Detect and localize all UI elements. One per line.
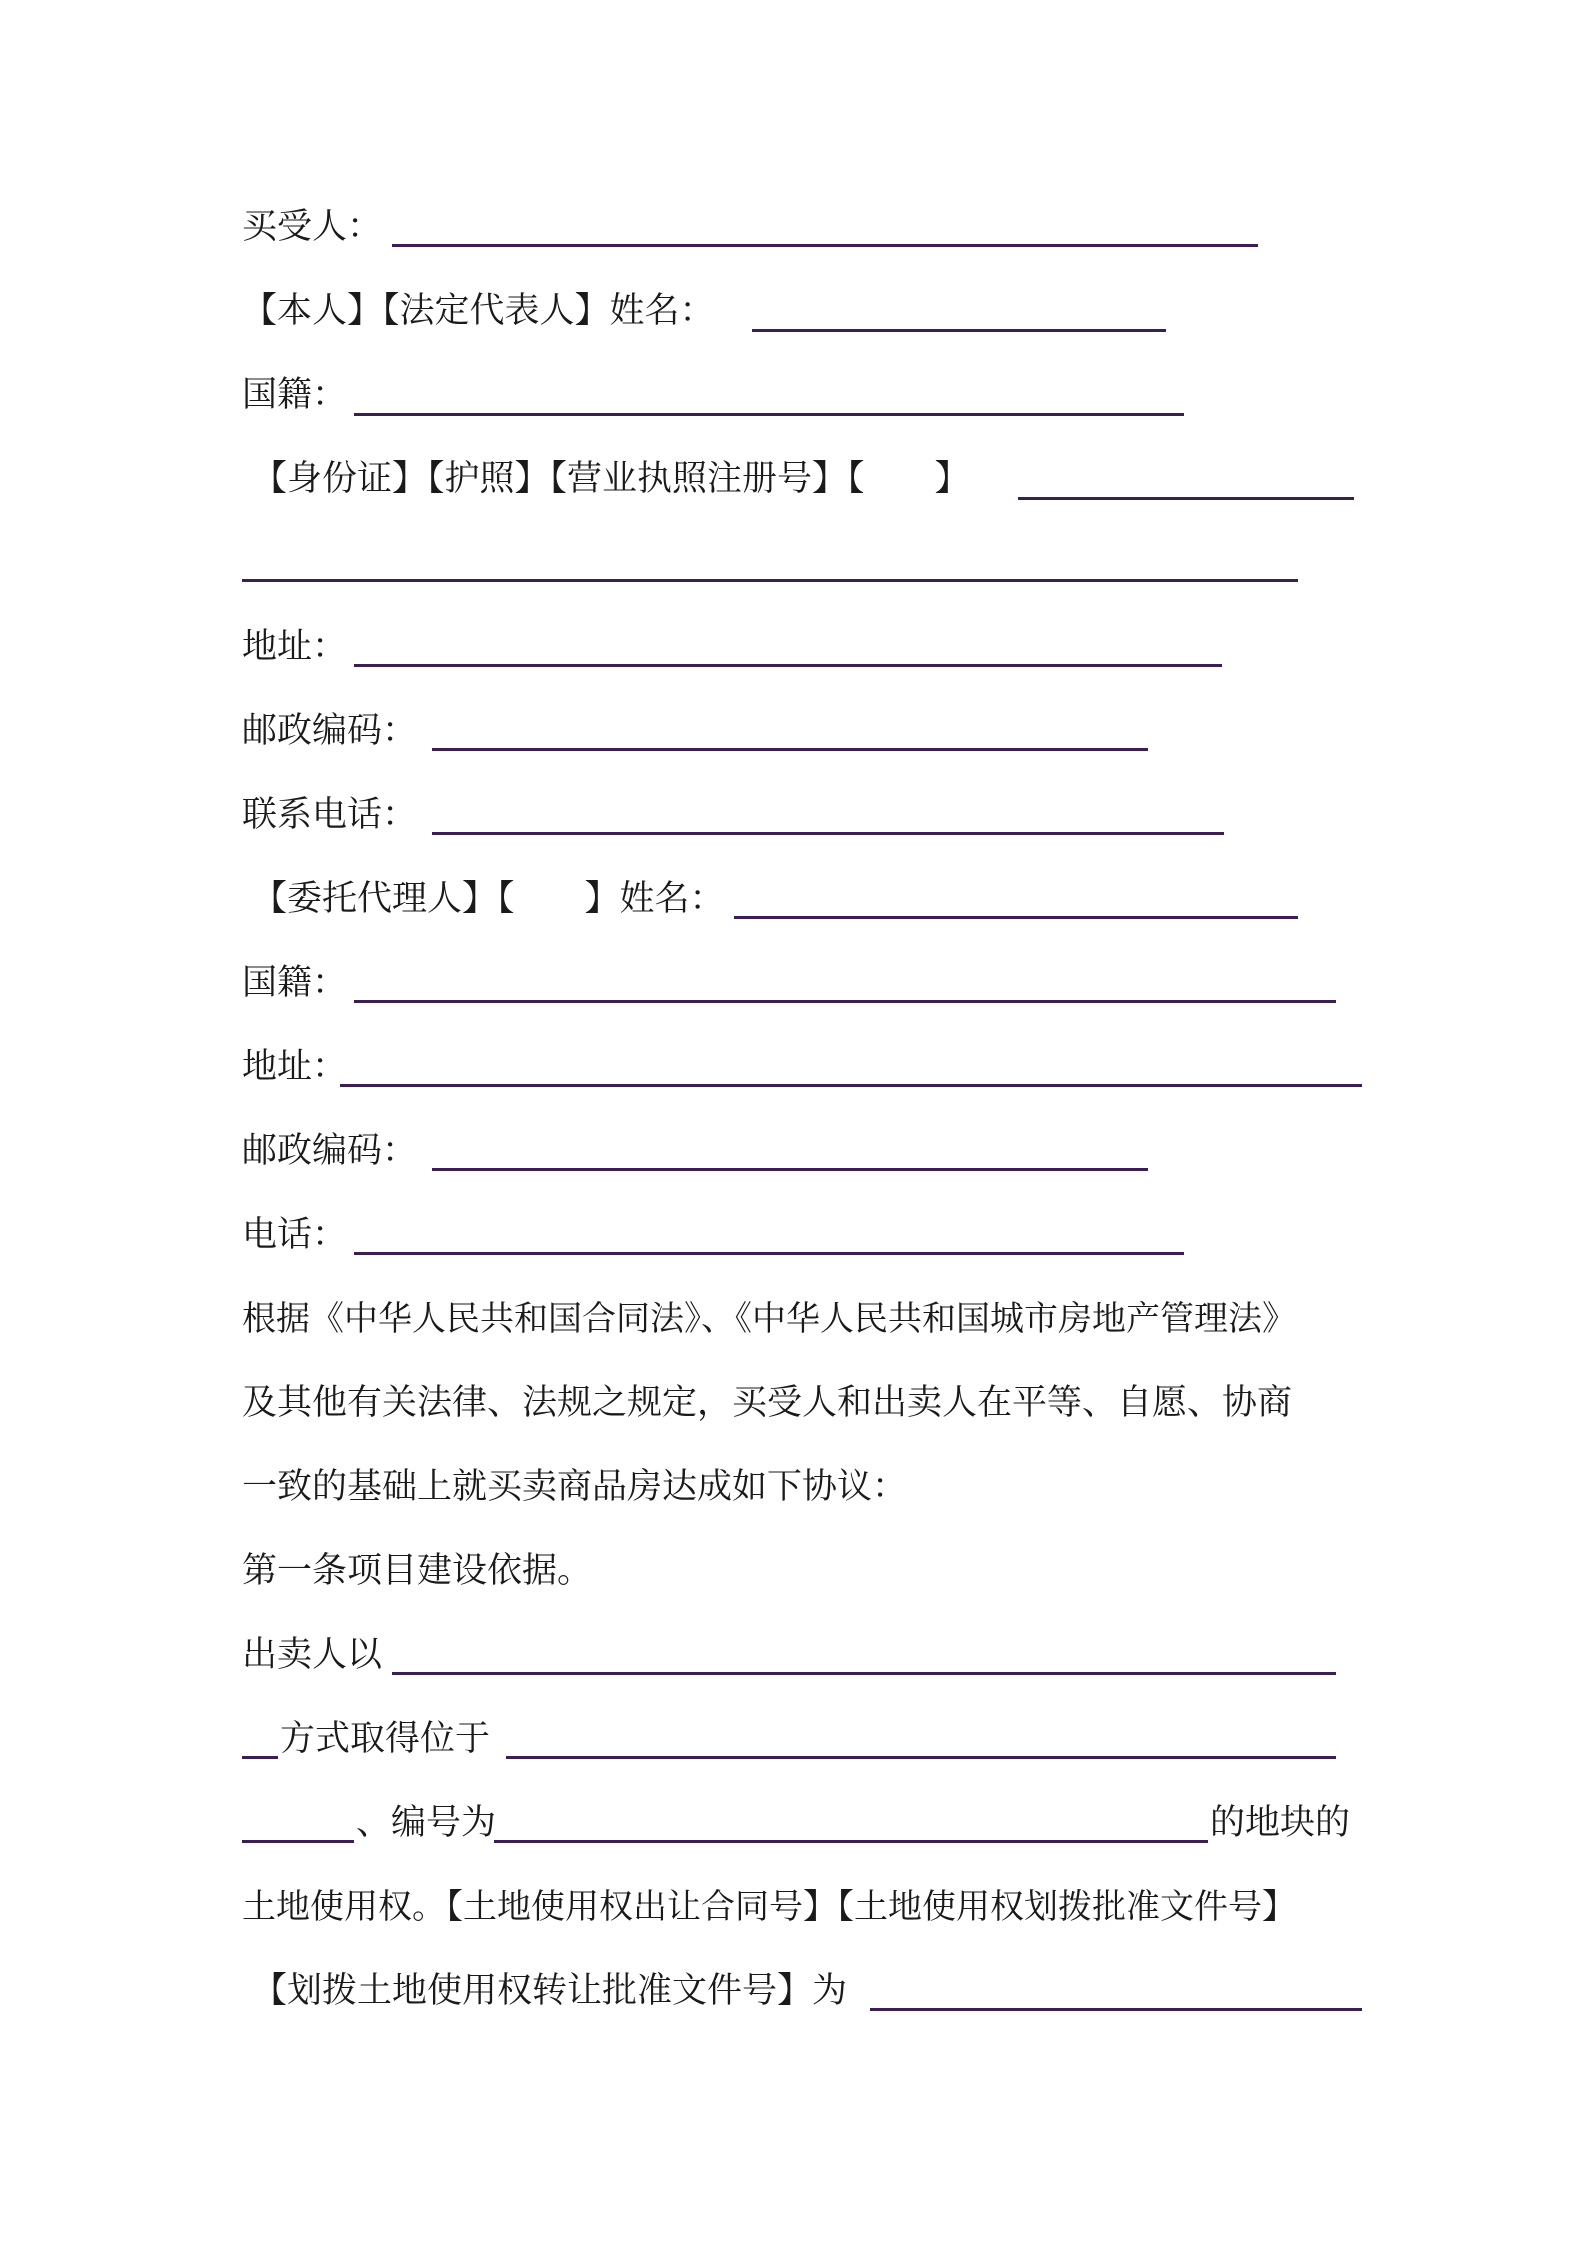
seller-method-blank[interactable]	[392, 1672, 1336, 1675]
agent-nationality-label: 国籍：	[242, 963, 348, 1003]
article-1-line-3-suffix: 的地块的	[1210, 1803, 1351, 1843]
agent-postcode-label: 邮政编码：	[242, 1131, 418, 1171]
buyer-rep-label: 【本人】【法定代表人】姓名：	[242, 291, 715, 331]
buyer-label: 买受人：	[242, 207, 383, 247]
body-paragraph-line-2: 及其他有关法律、法规之规定，买受人和出卖人在平等、自愿、协商	[242, 1383, 1293, 1423]
agent-nationality-blank[interactable]	[354, 1000, 1336, 1003]
location-continuation-blank[interactable]	[242, 1840, 354, 1843]
article-1-line-1-prefix: 出卖人以	[242, 1635, 383, 1675]
agent-label: 【委托代理人】【 】姓名：	[252, 879, 725, 919]
buyer-rep-name-blank[interactable]	[752, 329, 1166, 332]
buyer-nationality-blank[interactable]	[354, 413, 1184, 416]
agent-name-blank[interactable]	[734, 916, 1298, 919]
buyer-postcode-blank[interactable]	[432, 748, 1148, 751]
agent-address-label: 地址：	[242, 1047, 348, 1087]
agent-phone-label: 电话：	[242, 1215, 348, 1255]
article-1-line-2-text: 方式取得位于	[280, 1719, 491, 1759]
approval-number-blank[interactable]	[870, 2008, 1362, 2011]
agent-phone-blank[interactable]	[354, 1252, 1184, 1255]
buyer-nationality-label: 国籍：	[242, 375, 348, 415]
buyer-name-blank[interactable]	[392, 244, 1258, 247]
agent-address-blank[interactable]	[340, 1084, 1362, 1087]
buyer-postcode-label: 邮政编码：	[242, 711, 418, 751]
buyer-id-blank-2[interactable]	[242, 579, 1298, 582]
buyer-address-blank[interactable]	[354, 664, 1222, 667]
agent-postcode-blank[interactable]	[432, 1168, 1148, 1171]
location-blank[interactable]	[506, 1756, 1336, 1759]
method-short-blank[interactable]	[242, 1756, 278, 1759]
article-1-line-4: 土地使用权。【土地使用权出让合同号】【土地使用权划拨批准文件号】	[242, 1887, 1296, 1927]
buyer-address-label: 地址：	[242, 627, 348, 667]
buyer-id-label: 【身份证】【护照】【营业执照注册号】【 】	[252, 459, 970, 499]
article-1-line-5-prefix: 【划拨土地使用权转让批准文件号】为	[252, 1971, 848, 2011]
parcel-number-blank[interactable]	[494, 1840, 1208, 1843]
buyer-id-blank-1[interactable]	[1018, 497, 1354, 500]
article-1-line-3-mid: 、编号为	[356, 1803, 497, 1843]
article-1-title: 第一条项目建设依据。	[242, 1551, 593, 1591]
buyer-phone-blank[interactable]	[432, 832, 1224, 835]
body-paragraph-line-1: 根据《中华人民共和国合同法》、《中华人民共和国城市房地产管理法》	[242, 1299, 1296, 1339]
buyer-phone-label: 联系电话：	[242, 795, 418, 835]
body-paragraph-line-3: 一致的基础上就买卖商品房达成如下协议：	[242, 1467, 908, 1507]
